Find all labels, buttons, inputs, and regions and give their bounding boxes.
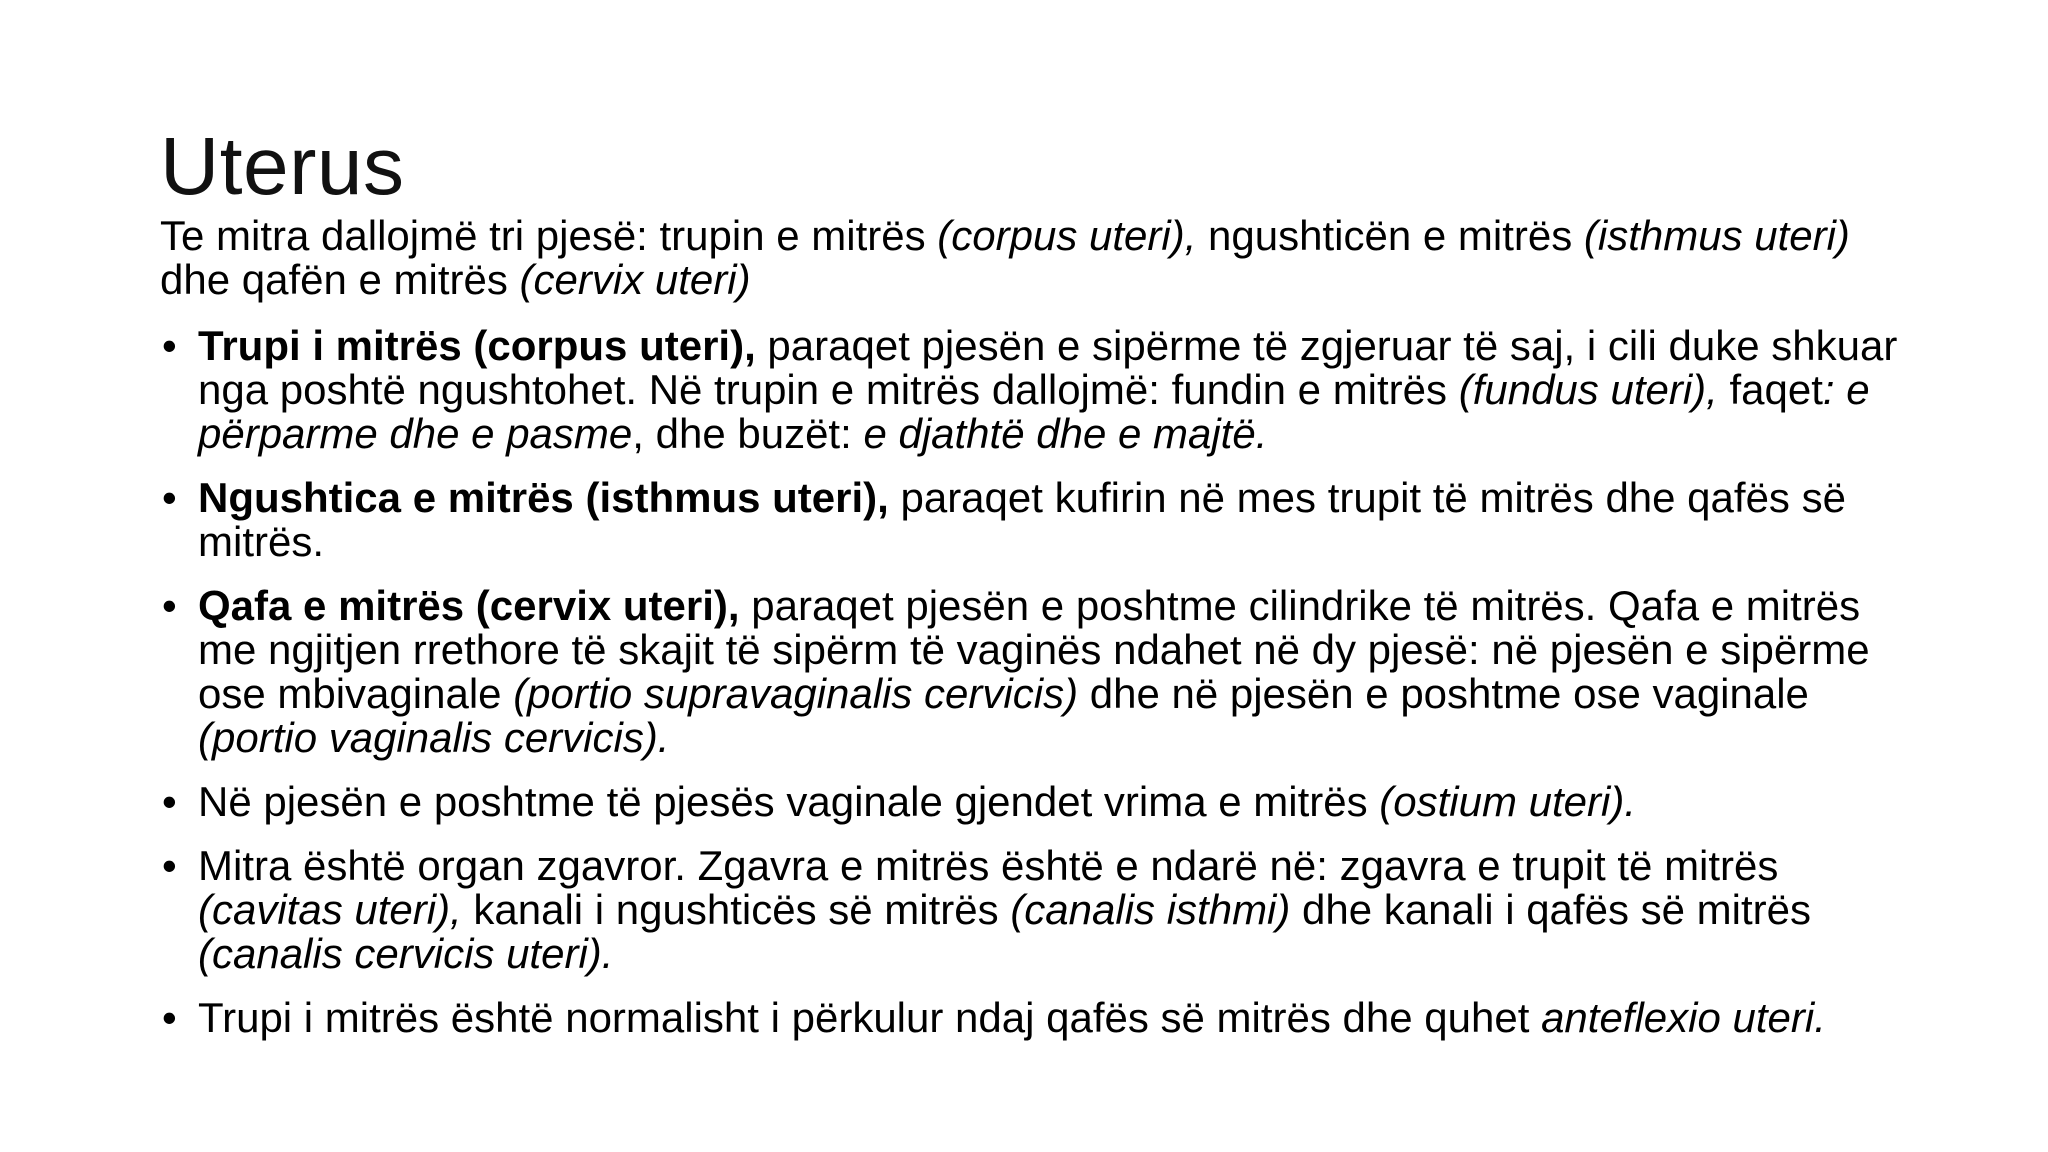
italic-text-run: (cavitas uteri), [198, 886, 462, 933]
bullet-item [160, 476, 1930, 564]
italic-text-run: : e përparme dhe e pasme [198, 366, 1870, 457]
italic-text-run: (canalis isthmi) [1010, 886, 1291, 933]
bold-text-run: Trupi i mitrës (corpus uteri), [198, 322, 756, 369]
italic-text-run: anteflexio uteri. [1541, 994, 1826, 1041]
bullet-icon: • [162, 582, 177, 629]
bullet-item [160, 584, 1930, 760]
text-run: dhe në pjesën e poshtme ose vaginale [1078, 670, 1809, 717]
italic-text-run: (portio vaginalis cervicis). [198, 714, 670, 761]
text-run: , dhe buzët: [632, 410, 864, 457]
italic-text-run: e djathtë dhe e majtë. [863, 410, 1268, 457]
intro-paragraph [160, 214, 1930, 302]
bullet-list [160, 324, 1930, 1040]
bullet-item [160, 996, 1930, 1040]
italic-text-run: (isthmus uteri) [1583, 212, 1850, 259]
text-run: paraqet pjesën e poshtme cilindrike të mitrës. Qafa e mitrës me ngjitjen rrethore të skajit të sipërm të vaginës ndahet në dy pjesë: në pjesën e sipërme ose mbivaginale [198, 582, 1870, 717]
text-run: ngushticën e mitrës [1196, 212, 1584, 259]
italic-text-run: (portio supravaginalis cervicis) [513, 670, 1079, 717]
text-run: Te mitra dallojmë tri pjesë: trupin e mitrës [160, 212, 938, 259]
text-run: kanali i ngushticës së mitrës [461, 886, 1011, 933]
bullet-item [160, 780, 1930, 824]
bullet-icon: • [162, 842, 177, 889]
italic-text-run: (fundus uteri), [1458, 366, 1718, 413]
slide-content [160, 214, 1930, 1060]
slide-title: Uterus [160, 121, 405, 212]
text-run: paraqet pjesën e sipërme të zgjeruar të saj, i cili duke shkuar nga poshtë ngushtohet. Në trupin e mitrës dallojmë: fundin e mitrës [198, 322, 1898, 413]
bullet-icon: • [162, 778, 177, 825]
bullet-icon: • [162, 994, 177, 1041]
text-run: dhe kanali i qafës së mitrës [1290, 886, 1811, 933]
bullet-icon: • [162, 474, 177, 521]
italic-text-run: (corpus uteri), [937, 212, 1197, 259]
text-run: dhe qafën e mitrës [160, 256, 520, 303]
italic-text-run: (cervix uteri) [519, 256, 751, 303]
text-run: Në pjesën e poshtme të pjesës vaginale gjendet vrima e mitrës [198, 778, 1380, 825]
text-run: Mitra është organ zgavror. Zgavra e mitrës është e ndarë në: zgavra e trupit të mitrës [198, 842, 1779, 889]
bullet-item [160, 844, 1930, 976]
text-run: faqet [1717, 366, 1823, 413]
bullet-icon: • [162, 322, 177, 369]
italic-text-run: (canalis cervicis uteri). [198, 930, 614, 977]
text-run: paraqet kufirin në mes trupit të mitrës dhe qafës së mitrës. [198, 474, 1846, 565]
bold-text-run: Ngushtica e mitrës (isthmus uteri), [198, 474, 889, 521]
bold-text-run: Qafa e mitrës (cervix uteri), [198, 582, 740, 629]
bullet-item [160, 324, 1930, 456]
text-run: Trupi i mitrës është normalisht i përkulur ndaj qafës së mitrës dhe quhet [198, 994, 1542, 1041]
italic-text-run: (ostium uteri). [1379, 778, 1637, 825]
